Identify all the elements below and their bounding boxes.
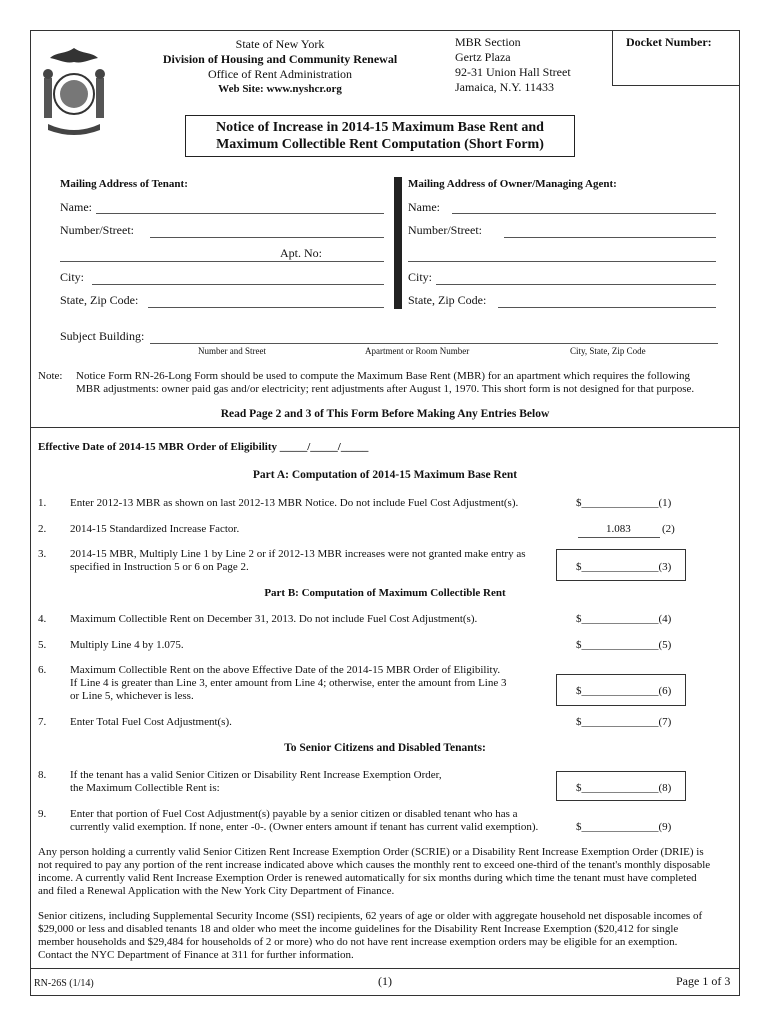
- divider-1: [30, 427, 740, 428]
- item-9-amount[interactable]: $______________(9): [576, 821, 672, 833]
- item-4-amount[interactable]: $______________(4): [576, 613, 672, 625]
- item-5-amount[interactable]: $______________(5): [576, 639, 672, 651]
- mbr-line2: Gertz Plaza: [455, 50, 511, 64]
- senior-para2-line: $29,000 or less and disabled tenants 18 and older who meet the income guidelines for the Disability Rent Increase Exemption ($20,412 for single: [38, 923, 679, 935]
- item-2-suffix: (2): [662, 523, 675, 535]
- agency-block: [150, 37, 410, 97]
- senior-para1-line: Any person holding a currently valid Senior Citizen Rent Increase Exemption Order (SCRIE) or a Disability Rent Increase Exemption Order (DRIE) is: [38, 846, 704, 858]
- owner-city-label: City:: [408, 270, 433, 284]
- item-6-text-2: If Line 4 is greater than Line 3, enter amount from Line 4; otherwise, enter the amount from Line 3: [70, 677, 507, 689]
- owner-heading: Mailing Address of Owner/Managing Agent:: [408, 178, 617, 190]
- item-1-text: Enter 2012-13 MBR as shown on last 2012-13 MBR Notice. Do not include Fuel Cost Adjustment(s).: [70, 497, 519, 509]
- senior-para2-line: Senior citizens, including Supplemental Security Income (SSI) recipients, 62 years of age or older with aggregate household net disposable incomes of: [38, 910, 703, 922]
- item-6-text-1: Maximum Collectible Rent on the above Effective Date of the 2014-15 MBR Order of Eligibility.: [70, 664, 501, 676]
- senior-para2: [38, 910, 702, 962]
- item-2-factor: 1.083: [606, 523, 631, 535]
- item-8-text-1: If the tenant has a valid Senior Citizen or Disability Rent Increase Exemption Order,: [70, 769, 442, 781]
- tenant-city-field[interactable]: [92, 284, 384, 285]
- item-9-text-1: Enter that portion of Fuel Cost Adjustment(s) payable by a senior citizen or disabled tenant who has a: [70, 808, 518, 820]
- mbr-line1: MBR Section: [455, 35, 521, 49]
- item-3-text-1: 2014-15 MBR, Multiply Line 1 by Line 2 or if 2012-13 MBR increases were not granted make entry as: [70, 548, 526, 560]
- subject-building-field[interactable]: [150, 343, 718, 344]
- item-5-num: 5.: [38, 639, 47, 651]
- item-2-line: [578, 537, 660, 538]
- tenant-city-label: City:: [60, 270, 85, 284]
- note-label: Note:: [38, 370, 63, 382]
- item-6-num: 6.: [38, 664, 47, 676]
- docket-label: Docket Number:: [626, 35, 712, 49]
- agency-website: Web Site: www.nyshcr.org: [218, 83, 342, 95]
- tenant-name-label: Name:: [60, 200, 92, 214]
- tenant-apt-field[interactable]: [60, 261, 384, 262]
- tenant-apt-label: Apt. No:: [280, 246, 322, 260]
- subject-caption-apt: Apartment or Room Number: [365, 346, 470, 356]
- footer-rule: [30, 968, 740, 969]
- part-a-heading: Part A: Computation of 2014-15 Maximum Base Rent: [252, 469, 518, 481]
- owner-extra-field[interactable]: [408, 261, 716, 262]
- owner-name-field[interactable]: [452, 213, 716, 214]
- item-6-text-3: or Line 5, whichever is less.: [70, 690, 194, 702]
- form-id: RN-26S (1/14): [34, 978, 94, 989]
- owner-statezip-field[interactable]: [498, 307, 716, 308]
- senior-para1-line: income. A currently valid Rent Increase Exemption Order is renewed automatically for six months during which time the tenant must have completed: [38, 872, 697, 884]
- subject-caption-street: Number and Street: [198, 346, 266, 356]
- page-of: Page 1 of 3: [676, 974, 731, 988]
- mbr-line3: 92-31 Union Hall Street: [455, 65, 571, 79]
- senior-heading: To Senior Citizens and Disabled Tenants:: [284, 742, 486, 754]
- part-b-heading: Part B: Computation of Maximum Collectible Rent: [264, 587, 506, 599]
- column-divider: [394, 177, 402, 309]
- item-3-amount[interactable]: $______________(3): [576, 561, 672, 573]
- mbr-line4: Jamaica, N.Y. 11433: [455, 80, 554, 94]
- item-2-num: 2.: [38, 523, 47, 535]
- item-8-text-2: the Maximum Collectible Rent is:: [70, 782, 220, 794]
- owner-statezip-label: State, Zip Code:: [408, 293, 487, 307]
- item-2-text: 2014-15 Standardized Increase Factor.: [70, 523, 240, 535]
- title-line1: Notice of Increase in 2014-15 Maximum Base Rent and: [216, 120, 544, 135]
- item-3-num: 3.: [38, 548, 47, 560]
- item-9-text-2: currently valid exemption. If none, enter -0-. (Owner enters amount if tenant has current valid exemption).: [70, 821, 539, 833]
- effective-date[interactable]: Effective Date of 2014-15 MBR Order of Eligibility _____/_____/_____: [38, 441, 369, 453]
- owner-name-label: Name:: [408, 200, 440, 214]
- mbr-address: [455, 35, 571, 95]
- tenant-heading: Mailing Address of Tenant:: [60, 178, 188, 190]
- subject-building-label: Subject Building:: [60, 329, 145, 343]
- senior-para1-line: and filed a Renewal Application with the New York City Department of Finance.: [38, 885, 395, 897]
- item-7-amount[interactable]: $______________(7): [576, 716, 672, 728]
- item-4-num: 4.: [38, 613, 47, 625]
- agency-office: Office of Rent Administration: [207, 67, 353, 81]
- item-7-num: 7.: [38, 716, 47, 728]
- tenant-statezip-field[interactable]: [148, 307, 384, 308]
- item-1-num: 1.: [38, 497, 47, 509]
- senior-para2-line: member households and $29,484 for households of 2 or more) who do not have rent increase exemption orders may be eligible for an exemption.: [38, 936, 678, 948]
- subject-caption-city: City, State, Zip Code: [570, 346, 646, 356]
- item-4-text: Maximum Collectible Rent on December 31, 2013. Do not include Fuel Cost Adjustment(s).: [70, 613, 478, 625]
- senior-para2-line: Contact the NYC Department of Finance at 311 for further information.: [38, 949, 354, 961]
- item-1-amount[interactable]: $______________(1): [576, 497, 672, 509]
- owner-city-field[interactable]: [436, 284, 716, 285]
- item-9-num: 9.: [38, 808, 47, 820]
- title-line2: Maximum Collectible Rent Computation (Short Form): [216, 137, 544, 152]
- read-instructions: Read Page 2 and 3 of This Form Before Making Any Entries Below: [220, 408, 550, 420]
- item-8-num: 8.: [38, 769, 47, 781]
- item-6-amount[interactable]: $______________(6): [576, 685, 672, 697]
- item-8-amount[interactable]: $______________(8): [576, 782, 672, 794]
- tenant-street-field[interactable]: [150, 237, 384, 238]
- tenant-street-label: Number/Street:: [60, 223, 134, 237]
- page-number-center: (1): [378, 974, 392, 988]
- note-line1: Notice Form RN-26-Long Form should be used to compute the Maximum Base Rent (MBR) for an apartment which requires the following: [76, 370, 691, 382]
- item-3-text-2: specified in Instruction 5 or 6 on Page 2.: [70, 561, 249, 573]
- tenant-name-field[interactable]: [96, 213, 384, 214]
- owner-street-field[interactable]: [504, 237, 716, 238]
- item-5-text: Multiply Line 4 by 1.075.: [70, 639, 184, 651]
- item-7-text: Enter Total Fuel Cost Adjustment(s).: [70, 716, 232, 728]
- agency-division: Division of Housing and Community Renewal: [162, 52, 398, 66]
- form-title: [185, 115, 575, 157]
- owner-street-label: Number/Street:: [408, 223, 482, 237]
- note-line2: MBR adjustments: owner paid gas and/or electricity; rent adjustments after August 1, 1970. This short form is not designed for that purpose.: [76, 383, 695, 395]
- senior-para1: [38, 846, 710, 898]
- agency-state: State of New York: [235, 37, 325, 51]
- senior-para1-line: not required to pay any portion of the rent increase indicated above which causes the monthly rent to exceed one-third of the tenant's monthly disposable: [38, 859, 711, 871]
- state-seal-icon: [38, 44, 110, 136]
- tenant-statezip-label: State, Zip Code:: [60, 293, 139, 307]
